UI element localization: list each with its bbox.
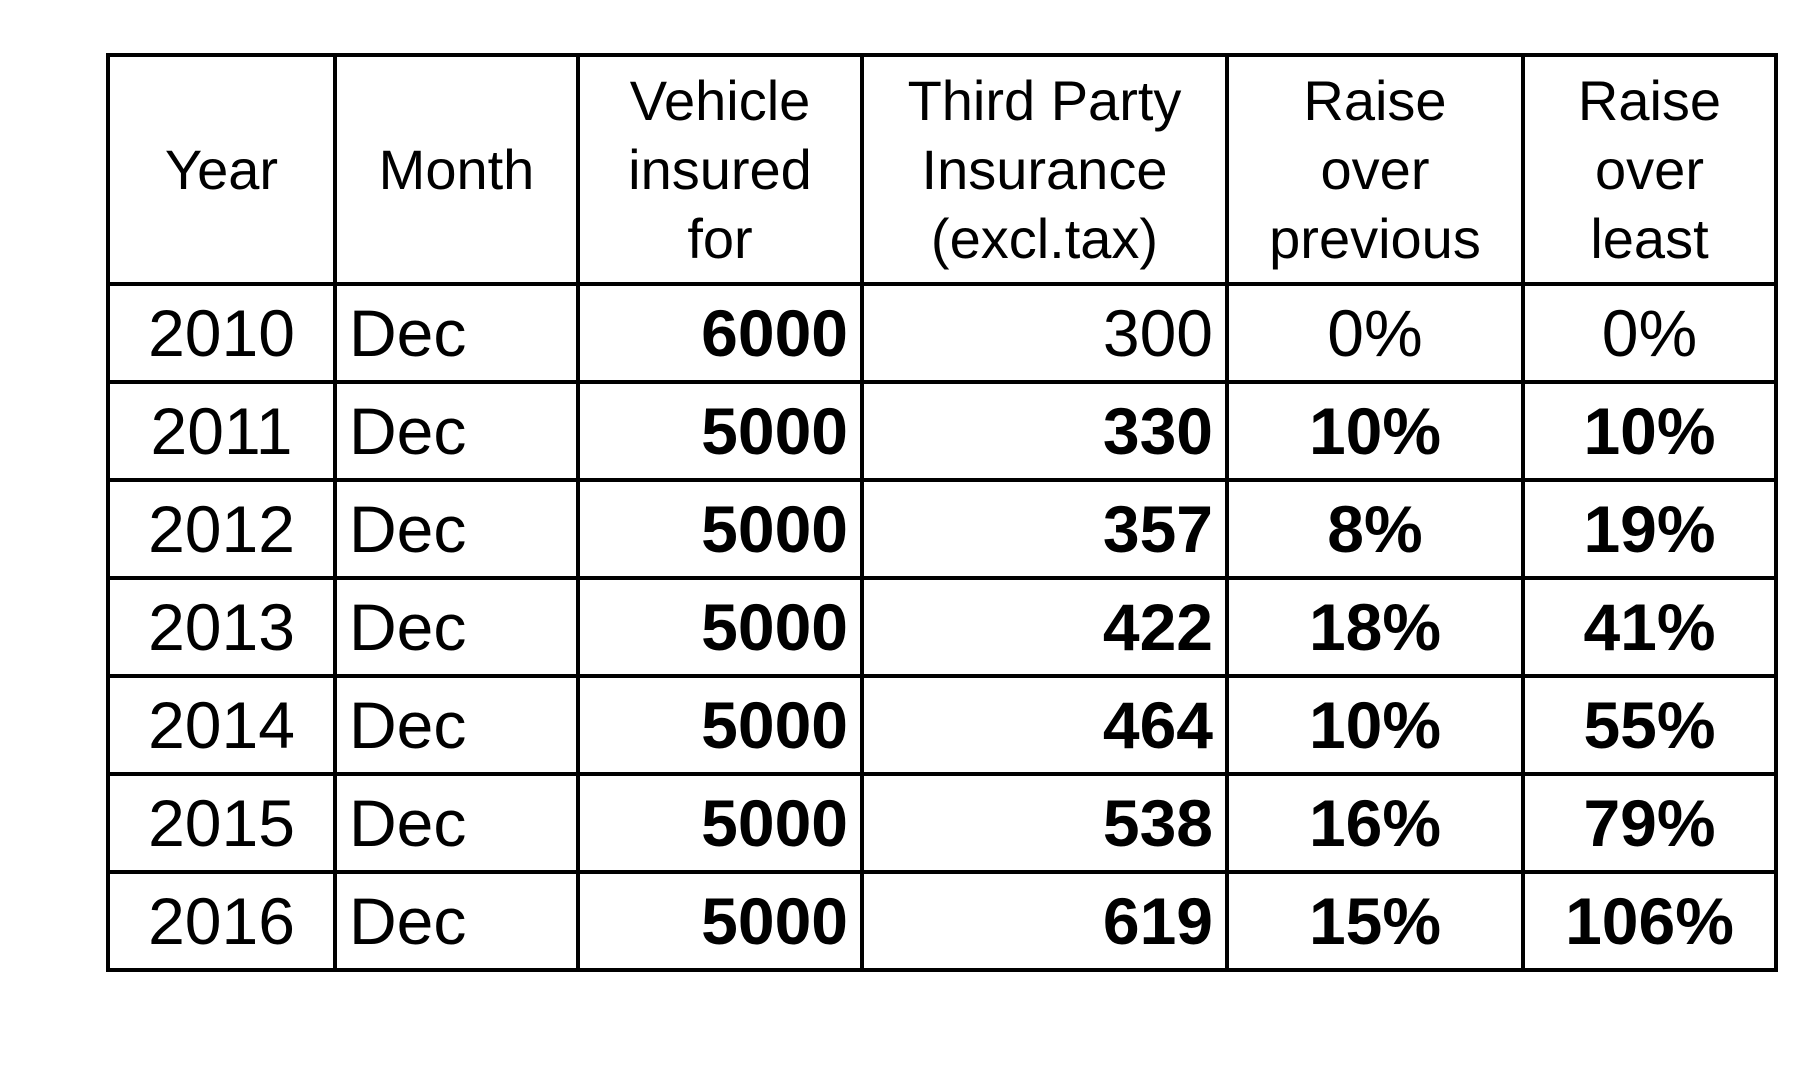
table-body — [108, 284, 1776, 970]
cell-third-party-insurance: 464 — [862, 676, 1227, 774]
cell-vehicle-insured-for: 5000 — [578, 676, 862, 774]
cell-third-party-insurance: 330 — [862, 382, 1227, 480]
cell-third-party-insurance: 422 — [862, 578, 1227, 676]
cell-year: 2016 — [108, 872, 335, 970]
table-row — [108, 774, 1776, 872]
cell-year: 2011 — [108, 382, 335, 480]
cell-month: Dec — [335, 774, 578, 872]
cell-raise-over-previous: 18% — [1227, 578, 1523, 676]
cell-month: Dec — [335, 872, 578, 970]
cell-vehicle-insured-for: 5000 — [578, 480, 862, 578]
cell-raise-over-least: 0% — [1523, 284, 1776, 382]
cell-raise-over-least: 106% — [1523, 872, 1776, 970]
table-row — [108, 872, 1776, 970]
cell-vehicle-insured-for: 5000 — [578, 872, 862, 970]
cell-third-party-insurance: 538 — [862, 774, 1227, 872]
table-row — [108, 578, 1776, 676]
cell-raise-over-least: 19% — [1523, 480, 1776, 578]
cell-third-party-insurance: 357 — [862, 480, 1227, 578]
cell-year: 2013 — [108, 578, 335, 676]
cell-raise-over-previous: 16% — [1227, 774, 1523, 872]
cell-vehicle-insured-for: 5000 — [578, 578, 862, 676]
cell-raise-over-least: 10% — [1523, 382, 1776, 480]
header-raise-over-least: Raise over least — [1523, 55, 1776, 284]
cell-month: Dec — [335, 578, 578, 676]
header-month: Month — [335, 55, 578, 284]
cell-year: 2015 — [108, 774, 335, 872]
cell-year: 2012 — [108, 480, 335, 578]
cell-month: Dec — [335, 676, 578, 774]
header-vehicle-insured-for: Vehicle insured for — [578, 55, 862, 284]
cell-raise-over-least: 41% — [1523, 578, 1776, 676]
cell-month: Dec — [335, 382, 578, 480]
table-row — [108, 382, 1776, 480]
header-year: Year — [108, 55, 335, 284]
header-row — [108, 55, 1776, 284]
cell-vehicle-insured-for: 5000 — [578, 774, 862, 872]
cell-month: Dec — [335, 284, 578, 382]
cell-raise-over-least: 55% — [1523, 676, 1776, 774]
header-third-party-insurance: Third Party Insurance (excl.tax) — [862, 55, 1227, 284]
cell-month: Dec — [335, 480, 578, 578]
insurance-table — [106, 53, 1778, 972]
cell-raise-over-previous: 10% — [1227, 676, 1523, 774]
cell-year: 2010 — [108, 284, 335, 382]
table-row — [108, 676, 1776, 774]
cell-vehicle-insured-for: 6000 — [578, 284, 862, 382]
cell-raise-over-previous: 8% — [1227, 480, 1523, 578]
cell-raise-over-previous: 0% — [1227, 284, 1523, 382]
cell-raise-over-least: 79% — [1523, 774, 1776, 872]
table-row — [108, 480, 1776, 578]
cell-raise-over-previous: 15% — [1227, 872, 1523, 970]
cell-third-party-insurance: 619 — [862, 872, 1227, 970]
header-raise-over-previous: Raise over previous — [1227, 55, 1523, 284]
cell-third-party-insurance: 300 — [862, 284, 1227, 382]
cell-raise-over-previous: 10% — [1227, 382, 1523, 480]
cell-year: 2014 — [108, 676, 335, 774]
cell-vehicle-insured-for: 5000 — [578, 382, 862, 480]
table-row — [108, 284, 1776, 382]
